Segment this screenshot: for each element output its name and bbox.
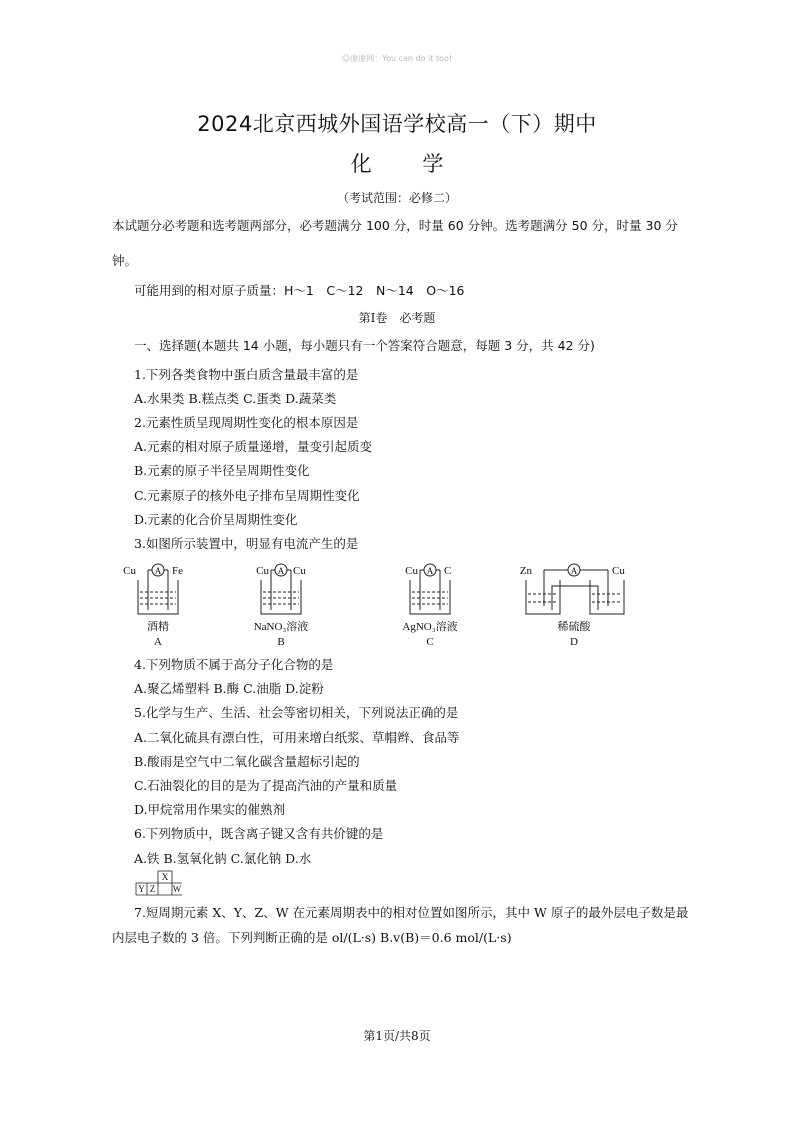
q2-option-a: A.元素的相对原子质量递增，量变引起质变	[134, 439, 373, 454]
meter-b: A	[277, 566, 285, 576]
element-x: X	[161, 872, 169, 882]
cell-b-solution: NaNO₃溶液	[253, 621, 309, 633]
cell-b-right: Cu	[293, 565, 306, 577]
q4-options: A.聚乙烯塑料 B.酶 C.油脂 D.淀粉	[134, 681, 324, 696]
element-w: W	[172, 884, 182, 894]
intro-line-1: 本试题分必考题和选考题两部分，必考题满分 100 分，时量 60 分钟。选考题满分 50 分，时量 30 分	[112, 218, 678, 233]
q7-line-1: 7.短周期元素 X、Y、Z、W 在元素周期表中的相对位置如图所示，其中 W 原子的最外层电子数是最	[134, 905, 689, 920]
cell-d-left: Zn	[519, 565, 532, 577]
q1-options: A.水果类 B.糕点类 C.蛋类 D.蔬菜类	[134, 391, 337, 406]
q4-stem: 4.下列物质不属于高分子化合物的是	[134, 657, 334, 672]
galvanic-cell-figure	[123, 562, 644, 650]
intro-line-2: 钟。	[112, 253, 138, 268]
cell-a-solution: 酒精	[147, 621, 169, 633]
element-y: Y	[138, 884, 145, 894]
cell-a-right: Fe	[172, 565, 183, 577]
q6-stem: 6.下列物质中，既含离子键又含有共价键的是	[134, 826, 384, 841]
page-number: 第1页/共8页	[363, 1029, 431, 1043]
q2-option-d: D.元素的化合价呈周期性变化	[134, 512, 298, 527]
q2-option-c: C.元素原子的核外电子排布呈周期性变化	[134, 488, 360, 503]
q2-stem: 2.元素性质呈现周期性变化的根本原因是	[134, 415, 359, 430]
q5-option-c: C.石油裂化的目的是为了提高汽油的产量和质量	[134, 778, 398, 793]
q5-option-a: A.二氧化硫具有漂白性，可用来增白纸浆、草帽辫、食品等	[134, 730, 460, 745]
cell-d-solution: 稀硫酸	[557, 621, 591, 633]
q2-option-b: B.元素的原子半径呈周期性变化	[134, 463, 310, 478]
q5-option-d: D.甲烷常用作果实的催熟剂	[134, 802, 286, 817]
part-title: 第Ⅰ卷 必考题	[358, 311, 436, 325]
q1-stem: 1.下列各类食物中蛋白质含量最丰富的是	[134, 367, 359, 382]
watermark: ☺谢谢网：You can do it too!	[341, 54, 453, 63]
meter-c: A	[426, 566, 434, 576]
exam-scope: （考试范围：必修二）	[336, 191, 457, 205]
exam-title: 2024北京西城外国语学校高一（下）期中	[197, 112, 597, 136]
cell-a-left: Cu	[123, 565, 136, 577]
q5-option-b: B.酸雨是空气中二氧化碳含量超标引起的	[134, 754, 360, 769]
q5-stem: 5.化学与生产、生活、社会等密切相关，下列说法正确的是	[134, 705, 459, 720]
cell-c-solution: AgNO₃溶液	[402, 621, 458, 633]
subject-title: 化 学	[350, 152, 444, 176]
q6-options: A.铁 B.氢氧化钠 C.氯化钠 D.水	[134, 851, 312, 866]
meter-d: A	[570, 566, 578, 576]
periodic-table-fragment	[134, 870, 184, 896]
section-title: 一、选择题(本题共 14 小题，每小题只有一个答案符合题意，每题 3 分，共 42 分)	[134, 338, 595, 353]
cell-b-left: Cu	[256, 565, 269, 577]
cell-c-left: Cu	[405, 565, 418, 577]
cell-c-label: C	[426, 636, 434, 648]
q7-line-2: 内层电子数的 3 倍。下列判断正确的是 ol/(L·s) B.v(B)＝0.6 mol/(L·s)	[112, 930, 512, 945]
cell-a-label: A	[154, 636, 162, 648]
cell-b-label: B	[277, 636, 285, 648]
cell-d-right: Cu	[612, 565, 625, 577]
atomic-masses: 可能用到的相对原子质量：H～1 C～12 N～14 O～16	[134, 283, 465, 298]
cell-d-label: D	[570, 636, 578, 648]
meter-a: A	[154, 566, 162, 576]
element-z: Z	[149, 884, 156, 894]
cell-c-right: C	[444, 565, 452, 577]
q3-stem: 3.如图所示装置中，明显有电流产生的是	[134, 536, 359, 551]
